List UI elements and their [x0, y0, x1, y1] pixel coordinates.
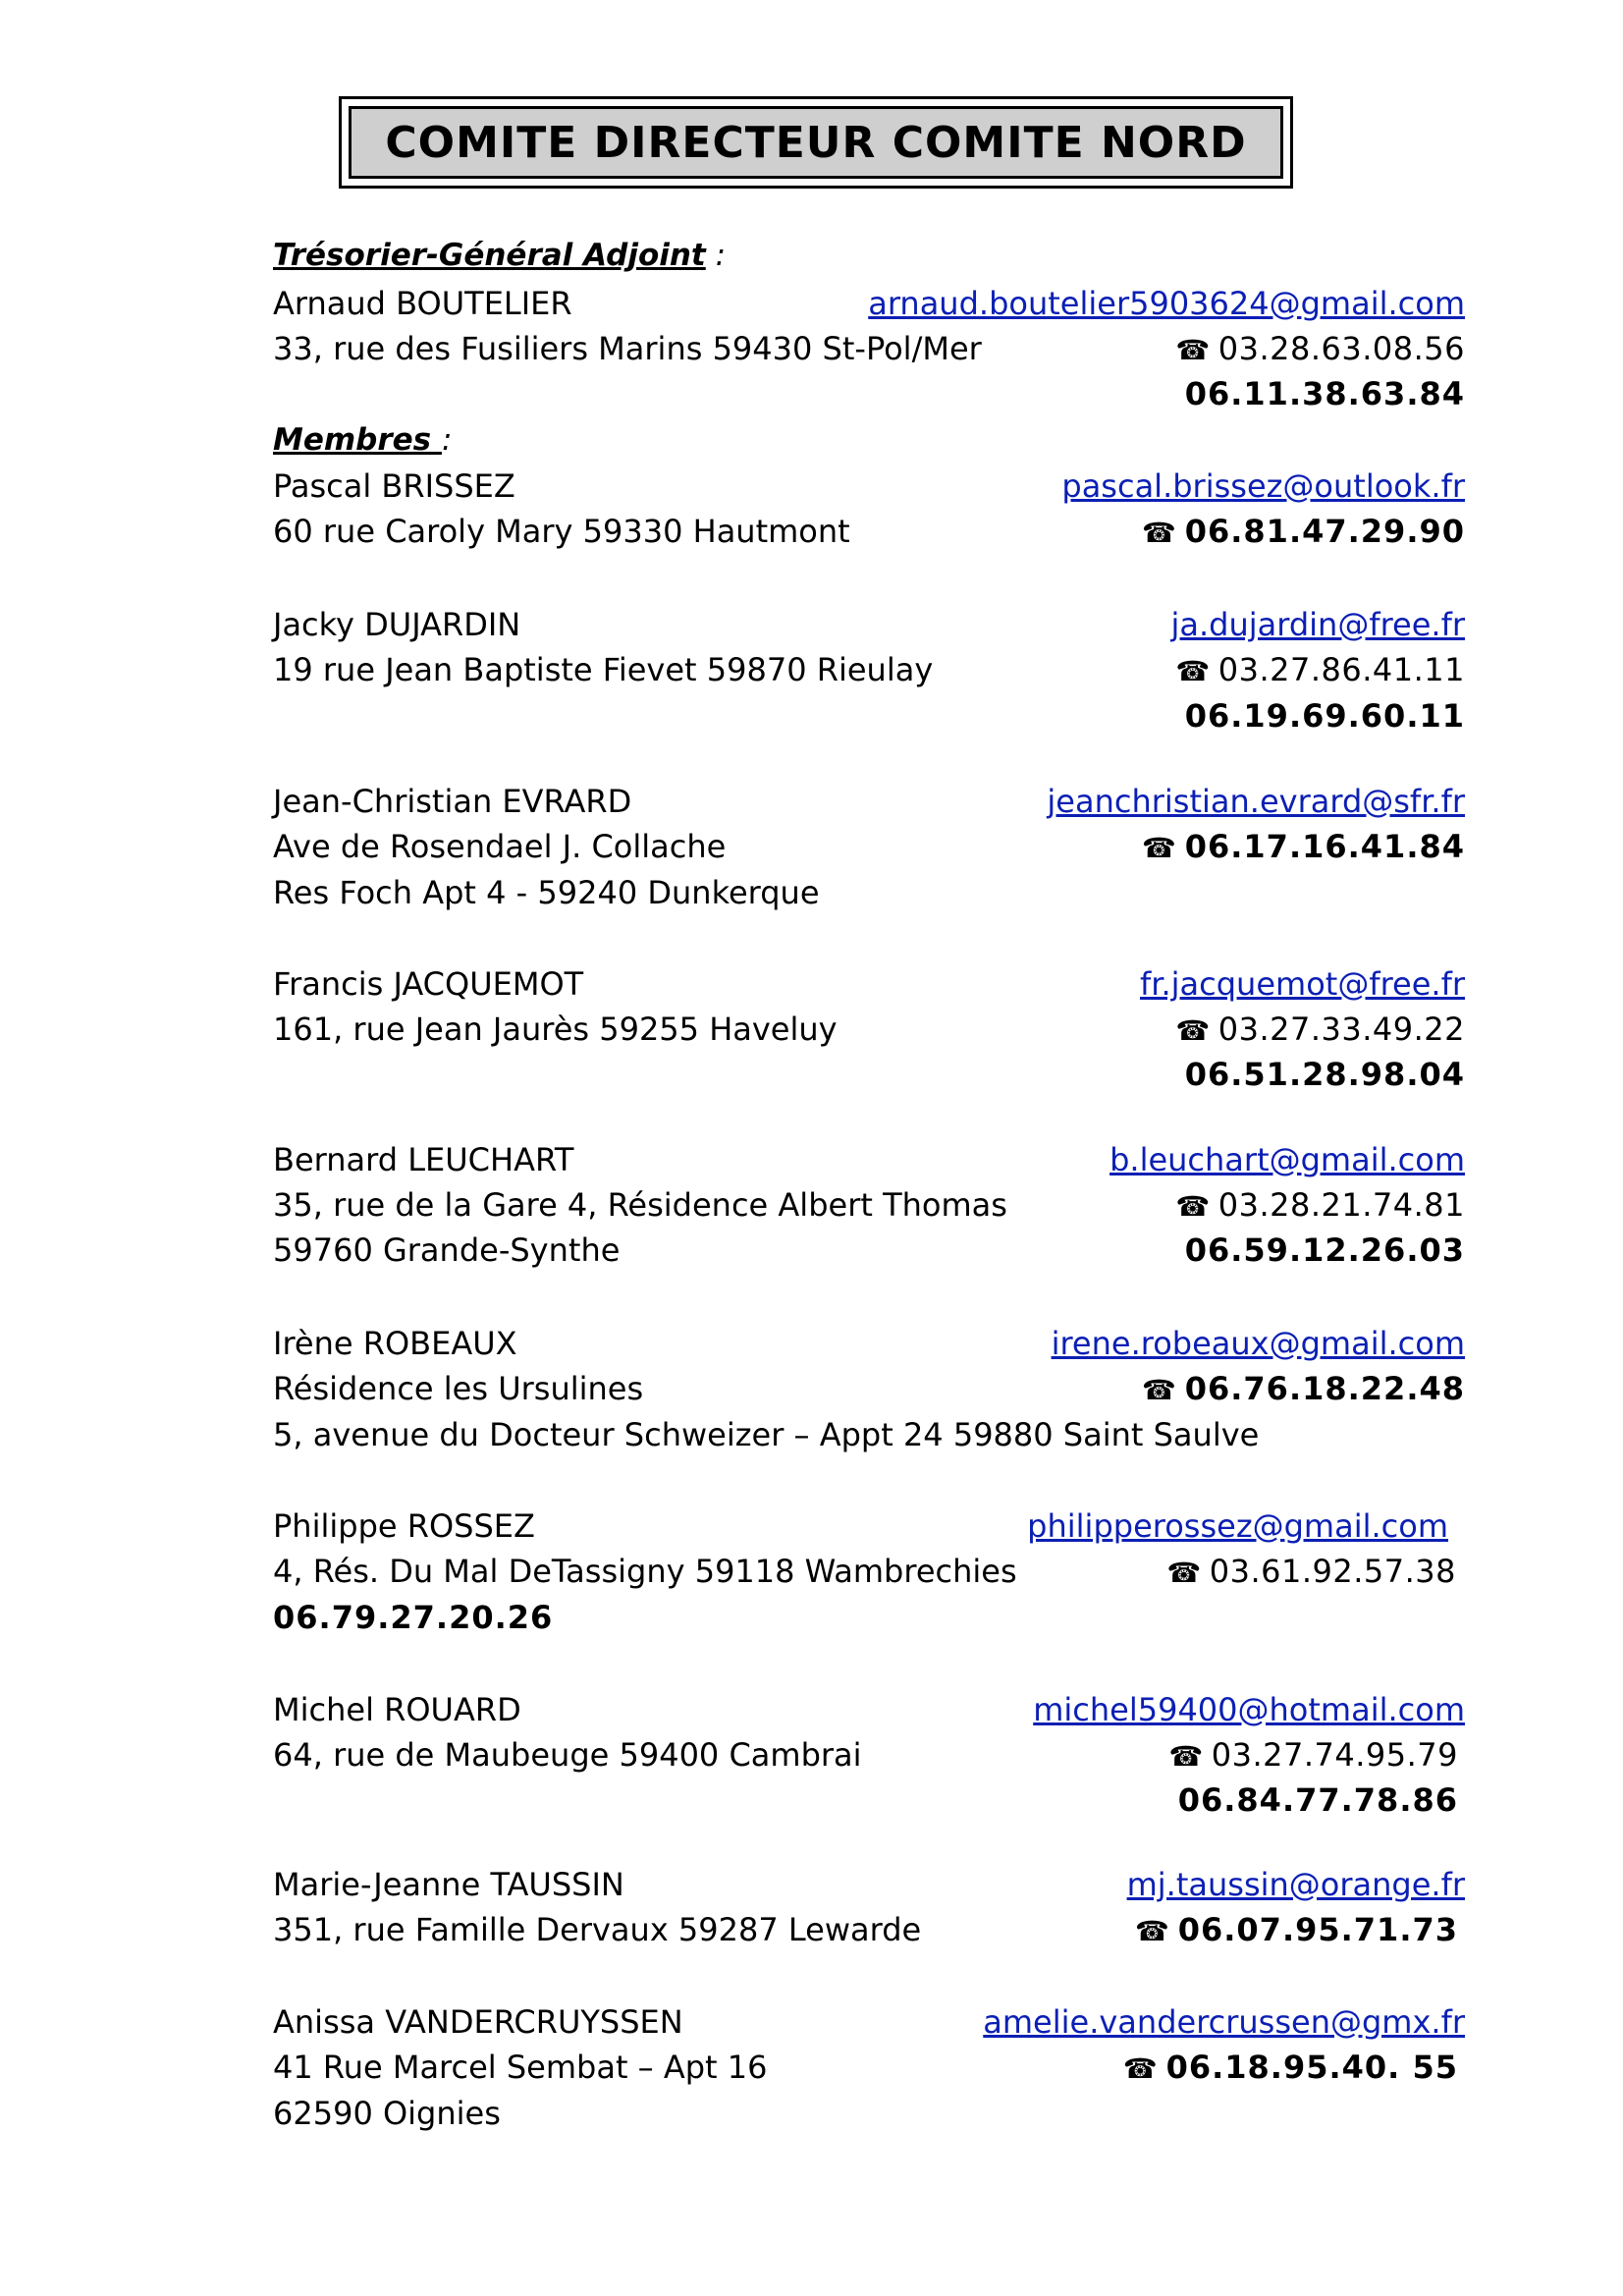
member-email-link[interactable]: ja.dujardin@free.fr — [1170, 606, 1465, 643]
member-phone — [1142, 1370, 1465, 1407]
telephone-icon: ☎ — [1141, 1374, 1177, 1406]
telephone-icon: ☎ — [1168, 1740, 1204, 1773]
members-section-label — [273, 422, 452, 458]
member-email-link[interactable]: amelie.vandercrussen@gmx.fr — [983, 2003, 1465, 2041]
telephone-icon: ☎ — [1175, 1014, 1211, 1047]
telephone-icon: ☎ — [1134, 1915, 1170, 1947]
member-email-link[interactable]: arnaud.boutelier5903624@gmail.com — [868, 285, 1465, 322]
member-name: Anissa VANDERCRUYSSEN — [273, 2003, 683, 2041]
member-name: Philippe ROSSEZ — [273, 1507, 535, 1545]
member-phone-number: 03.28.21.74.81 — [1217, 1186, 1465, 1224]
title-box — [339, 96, 1293, 189]
member-mobile: 06.19.69.60.11 — [1184, 697, 1465, 735]
member-phone — [1175, 651, 1465, 688]
member-address: Résidence les Ursulines — [273, 1370, 644, 1407]
member-mobile: 06.79.27.20.26 — [273, 1599, 554, 1636]
telephone-icon: ☎ — [1122, 2052, 1159, 2085]
member-phone-number: 03.28.63.08.56 — [1217, 330, 1465, 367]
member-name: Marie-Jeanne TAUSSIN — [273, 1866, 624, 1903]
member-phone — [1135, 1911, 1458, 1948]
telephone-icon: ☎ — [1141, 517, 1177, 549]
member-name: Irène ROBEAUX — [273, 1325, 517, 1362]
member-email-link[interactable]: fr.jacquemot@free.fr — [1139, 965, 1465, 1003]
member-address: 62590 Oignies — [273, 2095, 501, 2132]
telephone-icon: ☎ — [1166, 1557, 1202, 1589]
telephone-icon: ☎ — [1175, 1190, 1211, 1223]
member-name: Arnaud BOUTELIER — [273, 285, 572, 322]
member-name: Pascal BRISSEZ — [273, 467, 515, 505]
members-label-colon: : — [441, 422, 453, 458]
member-address: 64, rue de Maubeuge 59400 Cambrai — [273, 1736, 862, 1774]
member-mobile: 06.11.38.63.84 — [1184, 375, 1465, 412]
member-address: Res Foch Apt 4 - 59240 Dunkerque — [273, 874, 820, 911]
member-phone — [1175, 1011, 1465, 1048]
member-phone — [1142, 513, 1465, 550]
member-name: Jacky DUJARDIN — [273, 606, 521, 643]
member-email-link[interactable]: irene.robeaux@gmail.com — [1051, 1325, 1465, 1362]
member-phone — [1168, 1736, 1458, 1774]
member-mobile: 06.51.28.98.04 — [1184, 1056, 1465, 1093]
member-phone — [1175, 330, 1465, 367]
member-phone-number: 06.81.47.29.90 — [1184, 513, 1465, 550]
member-address: Ave de Rosendael J. Collache — [273, 828, 727, 865]
member-email-link[interactable]: mj.taussin@orange.fr — [1126, 1866, 1465, 1903]
telephone-icon: ☎ — [1175, 334, 1211, 366]
treasurer-label-text: Trésorier-Général Adjoint — [273, 238, 706, 273]
member-address: 5, avenue du Docteur Schweizer – Appt 24 59880 Saint Saulve — [273, 1416, 1260, 1453]
member-phone-number: 06.76.18.22.48 — [1184, 1370, 1465, 1407]
member-phone-number: 03.27.33.49.22 — [1217, 1011, 1465, 1048]
member-name: Francis JACQUEMOT — [273, 965, 584, 1003]
treasurer-section-label — [273, 238, 726, 273]
member-address: 60 rue Caroly Mary 59330 Hautmont — [273, 513, 850, 550]
telephone-icon: ☎ — [1141, 832, 1177, 864]
member-email-link[interactable]: philipperossez@gmail.com — [1027, 1507, 1448, 1545]
member-address: 19 rue Jean Baptiste Fievet 59870 Rieulay — [273, 651, 934, 688]
treasurer-label-colon: : — [705, 238, 727, 273]
member-phone — [1123, 2049, 1458, 2086]
members-label-text: Membres — [273, 422, 442, 458]
member-mobile: 06.59.12.26.03 — [1184, 1231, 1465, 1269]
member-phone-number: 03.27.86.41.11 — [1217, 651, 1465, 688]
member-phone — [1166, 1553, 1456, 1590]
member-address: 161, rue Jean Jaurès 59255 Haveluy — [273, 1011, 838, 1048]
telephone-icon: ☎ — [1175, 655, 1211, 687]
member-phone — [1142, 828, 1465, 865]
member-address: 35, rue de la Gare 4, Résidence Albert Thomas — [273, 1186, 1007, 1224]
member-phone-number: 06.17.16.41.84 — [1184, 828, 1465, 865]
member-name: Bernard LEUCHART — [273, 1141, 574, 1178]
member-address: 33, rue des Fusiliers Marins 59430 St-Pol/Mer — [273, 330, 982, 367]
member-address: 4, Rés. Du Mal DeTassigny 59118 Wambrechies — [273, 1553, 1017, 1590]
member-address: 59760 Grande-Synthe — [273, 1231, 621, 1269]
member-mobile: 06.84.77.78.86 — [1177, 1781, 1458, 1819]
member-phone-number: 06.18.95.40. 55 — [1165, 2049, 1458, 2086]
member-name: Jean-Christian EVRARD — [273, 783, 632, 820]
member-email-link[interactable]: jeanchristian.evrard@sfr.fr — [1047, 783, 1465, 820]
member-email-link[interactable]: b.leuchart@gmail.com — [1109, 1141, 1465, 1178]
member-name: Michel ROUARD — [273, 1691, 521, 1728]
member-address: 351, rue Famille Dervaux 59287 Lewarde — [273, 1911, 922, 1948]
member-phone-number: 03.27.74.95.79 — [1211, 1736, 1458, 1774]
member-address: 41 Rue Marcel Sembat – Apt 16 — [273, 2049, 768, 2086]
member-phone-number: 03.61.92.57.38 — [1209, 1553, 1456, 1590]
member-email-link[interactable]: pascal.brissez@outlook.fr — [1061, 467, 1465, 505]
member-phone-number: 06.07.95.71.73 — [1177, 1911, 1458, 1948]
member-phone — [1175, 1186, 1465, 1224]
member-email-link[interactable]: michel59400@hotmail.com — [1033, 1691, 1465, 1728]
page-title: COMITE DIRECTEUR COMITE NORD — [349, 106, 1283, 179]
